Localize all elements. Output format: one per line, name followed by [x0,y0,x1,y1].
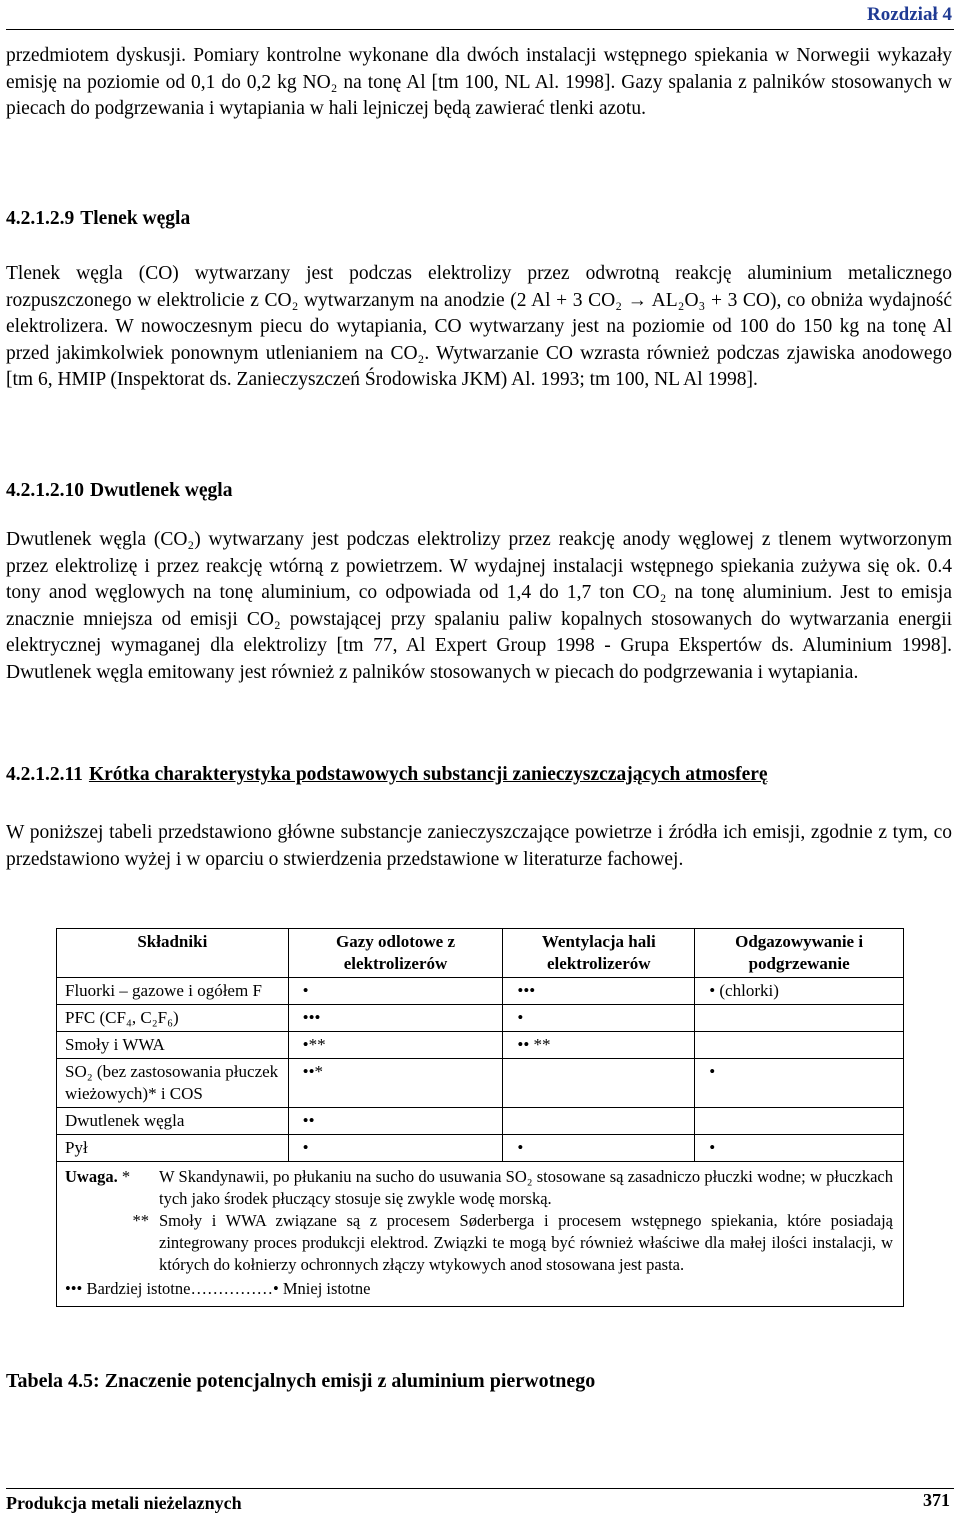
table-cell: • [695,1059,904,1108]
section-heading-summary [6,764,774,786]
table-cell: • [695,1135,904,1162]
header-rule [6,29,954,30]
table-cell [695,1032,904,1059]
intro-paragraph: przedmiotem dyskusji. Pomiary kontrolne wykonane dla dwóch instalacji wstępnego spiekania w Norwegii wykazały emisję na poziomie od 0,1 do 0,2 kg NO₂ na tonę Al [tm 100, NL Al. 1998]. Gazy spalania z palników stosowanych w piecach do podgrzewania i wytapiania w hali lejniczej będą zawierać tlenki azotu. [6,45,952,120]
section-number: 4.2.1.2.9 [6,208,75,229]
co-paragraph: Tlenek węgla (CO) wytwarzany jest podczas elektrolizy przez odwrotną reakcję aluminium metalicznego rozpuszczonego w elektrolicie z CO₂ wytwarzanym na anodzie (2 Al + 3 CO₂ → AL₂O₃ + 3 CO), co obniża wydajność elektrolizera. W nowoczesnym piecu do wytapiania, CO wytwarzany jest na poziomie od 100 do 150 kg na tonę Al przed jakimkolwiek ponownym utlenianiem na CO₂. Wytwarzanie CO wzrasta również podczas zjawiska anodowego [tm 6, HMIP (Inspektorat ds. Zanieczyszczeń Środowiska JKM) Al. 1993; tm 100, NL Al 1998]. [6,263,952,391]
footer-rule [6,1488,954,1489]
table-cell: •• ** [503,1032,695,1059]
table-cell [503,1059,695,1108]
table-cell: Pył [57,1135,289,1162]
section-number: 4.2.1.2.11 [6,764,83,785]
table-header: Odgazowywanie i podgrzewanie [695,929,904,978]
table-cell: SO₂ (bez zastosowania płuczek wieżowych)* i COS [57,1059,289,1108]
table-cell: • [503,1005,695,1032]
table-cell: Smoły i WWA [57,1032,289,1059]
section-heading-co2 [6,480,238,502]
table-cell [695,1005,904,1032]
table-cell: PFC (CF₄, C₂F₆) [57,1005,289,1032]
section-number: 4.2.1.2.10 [6,480,84,501]
table-notes-row [57,1162,904,1307]
table-cell: •** [288,1032,503,1059]
co2-paragraph: Dwutlenek węgla (CO₂) wytwarzany jest podczas elektrolizy przez reakcję anody węglowej z tlenem wytworzonym przez elektrolizę i przez reakcję wtórną z powietrzem. W wydajnej instalacji wstępnego spiekania zużywa się ok. 0.4 tony anod węglowych na tonę aluminium, co odpowiada od 1,4 do 1,7 ton CO₂ na tonę aluminium. Jest to emisja znacznie mniejsza od emisji CO₂ powstającej przy spalaniu paliw kopalnych stosowanych do wytwarzania energii elektrycznej wymaganej dla elektrolizy [tm 77, Al Expert Group 1998 - Grupa Ekspertów ds. Aluminium 1998]. Dwutlenek węgla emitowany jest również z palników stosowanych w piecach do podgrzewania i wytapiania. [6,529,952,683]
table-cell: ••• [288,1005,503,1032]
table-cell: Dwutlenek węgla [57,1108,289,1135]
table-cell: • [503,1135,695,1162]
legend [65,1278,893,1300]
note-label: Uwaga. * [65,1167,131,1186]
footer-title: Produkcja metali nieżelaznych [6,1493,242,1513]
section-heading-co [6,208,196,230]
note [65,1210,893,1276]
table-cell: Fluorki – gazowe i ogółem F [57,978,289,1005]
table-cell: • [288,1135,503,1162]
table-row [57,1032,904,1059]
table-cell: ••• [503,978,695,1005]
table-caption: Tabela 4.5: Znaczenie potencjalnych emisji z aluminium pierwotnego [6,1370,596,1392]
table-row [57,1135,904,1162]
chapter-label: Rozdział 4 [867,4,952,25]
section-title: Tlenek węgla [80,208,191,229]
table-header-row [57,929,904,978]
legend-text: ••• Bardziej istotne……………• Mniej istotne [65,1279,371,1298]
table-row [57,978,904,1005]
table-header: Wentylacja hali elektrolizerów [503,929,695,978]
note-text: W Skandynawii, po płukaniu na sucho do usuwania SO₂ stosowane są zasadniczo płuczki wodne; w płuczkach tych jako środek płuczący stosuje się zwykle wodę morską. [159,1167,893,1208]
table-row [57,1005,904,1032]
table-cell: • [288,978,503,1005]
table-header: Gazy odlotowe z elektrolizerów [288,929,503,978]
table-cell [695,1108,904,1135]
note-mark: ** [132,1211,149,1230]
note [65,1166,893,1210]
table-header: Składniki [57,929,289,978]
table-cell: ••* [288,1059,503,1108]
table-row [57,1059,904,1108]
table-cell: •• [288,1108,503,1135]
section-title: Krótka charakterystyka podstawowych substancji zanieczyszczających atmosferę [88,764,768,785]
summary-paragraph: W poniższej tabeli przedstawiono główne substancje zanieczyszczające powietrze i źródła ich emisji, zgodnie z tym, co przedstawiono wyżej i w oparciu o stwierdzenia przedstawione w literaturze fachowej. [6,822,952,870]
emissions-table [56,928,904,1307]
note-text: Smoły i WWA związane są z procesem Søderberga i procesem wstępnego spiekania, które posiadają zintegrowany proces produkcji elektrod. Związki te mogą być również właściwe dla małej ilości instalacji, w których do kołnierzy ochronnych złączy wtykowych anod stosowana jest pasta. [159,1211,893,1274]
section-title: Dwutlenek węgla [90,480,233,501]
page-number: 371 [923,1490,950,1510]
table-notes [57,1162,904,1307]
table-cell: • (chlorki) [695,978,904,1005]
table-cell [503,1108,695,1135]
table-row [57,1108,904,1135]
